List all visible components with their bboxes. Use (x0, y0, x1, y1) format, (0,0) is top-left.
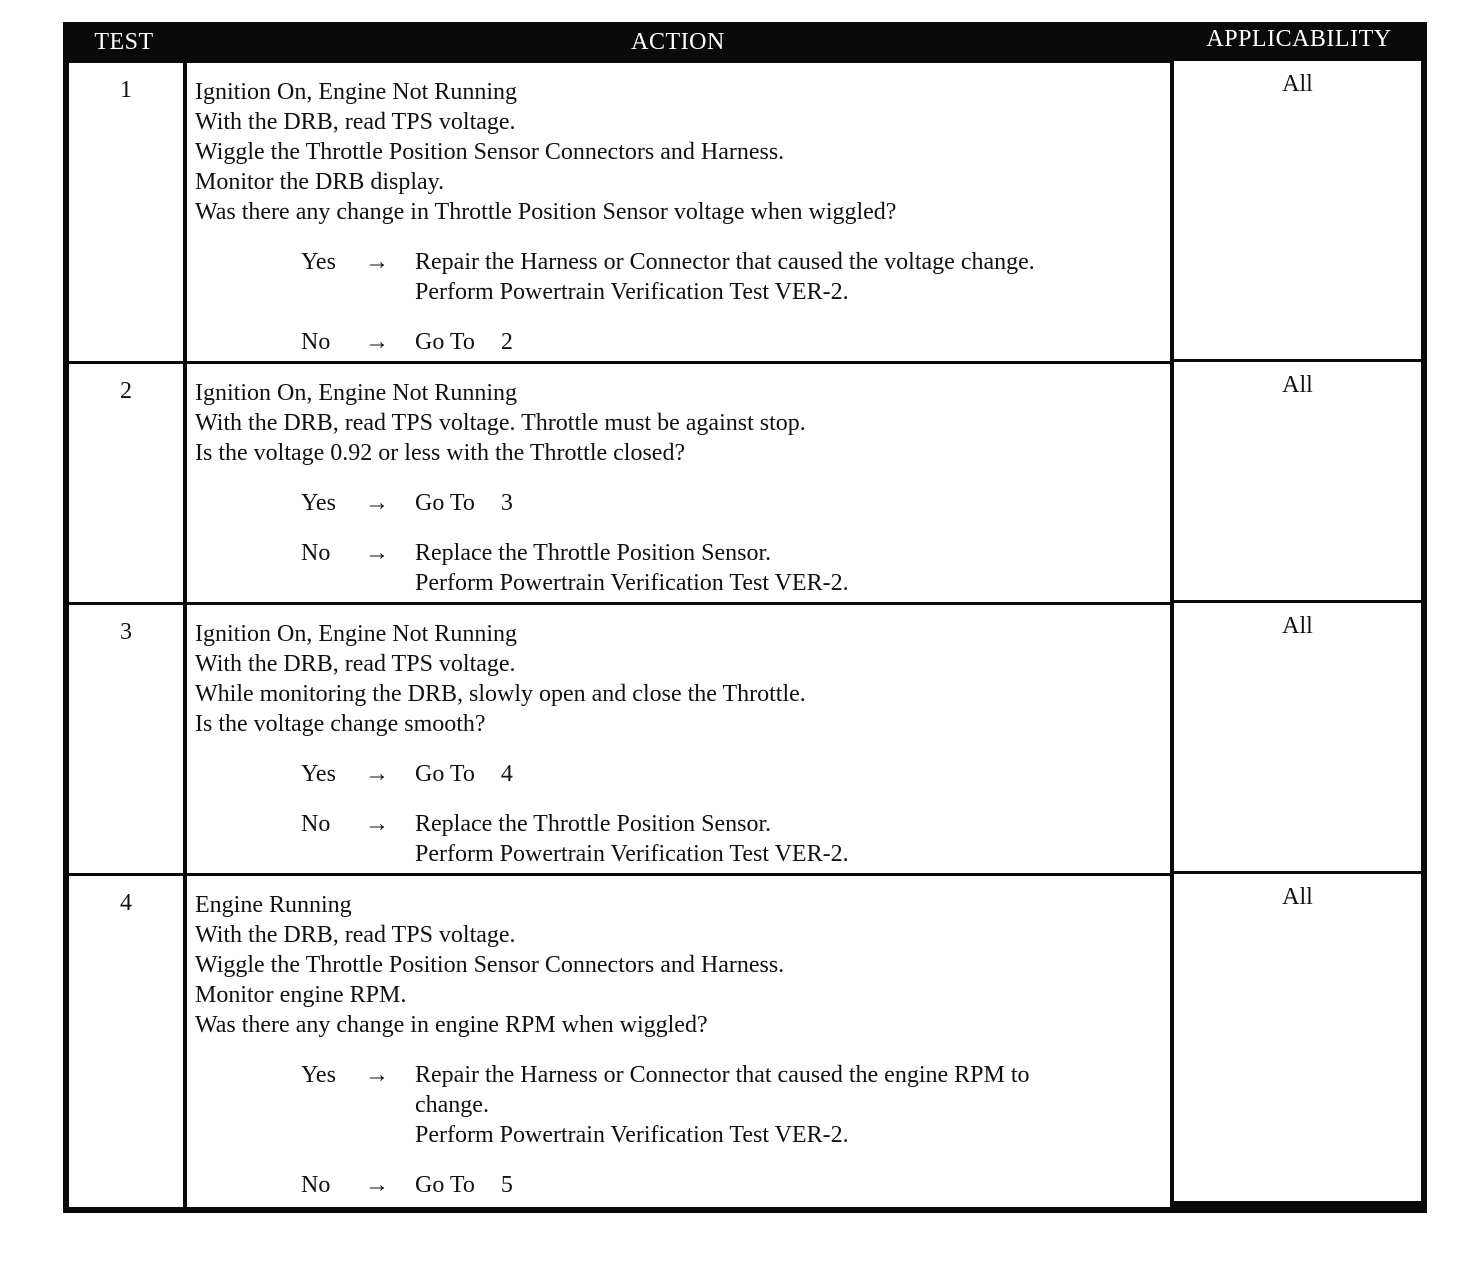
action-line: While monitoring the DRB, slowly open and close the Throttle. (195, 681, 806, 707)
no-label: No (301, 329, 331, 355)
test-number-3 (69, 605, 183, 873)
test-table (63, 22, 1427, 1213)
action-line: Ignition On, Engine Not Running (195, 621, 517, 647)
applicability-value: All (1282, 884, 1313, 910)
goto-label: Go To (415, 329, 475, 355)
action-line: Wiggle the Throttle Position Sensor Connectors and Harness. (195, 139, 785, 165)
action-line: Monitor engine RPM. (195, 982, 407, 1008)
action-line: Was there any change in engine RPM when wiggled? (195, 1012, 708, 1038)
no-branch (195, 538, 1170, 598)
action-line: Engine Running (195, 892, 352, 918)
branch-text: change. (415, 1092, 489, 1118)
yes-branch (195, 488, 1170, 518)
goto-label: Go To (415, 1172, 475, 1198)
test-number-1 (69, 63, 183, 361)
header-test: TEST (94, 29, 154, 55)
branch-text: Repair the Harness or Connector that caused the voltage change. (415, 249, 1035, 275)
test-number: 3 (120, 619, 132, 645)
goto-number: 2 (500, 329, 513, 355)
test-number-2 (69, 364, 183, 602)
arrow-right-icon: → (365, 811, 389, 837)
arrow-right-icon: → (365, 1062, 389, 1088)
action-line: With the DRB, read TPS voltage. (195, 922, 516, 948)
test-number: 1 (120, 77, 132, 103)
no-branch (195, 1170, 1170, 1200)
action-line: With the DRB, read TPS voltage. (195, 651, 516, 677)
action-cell-4 (187, 876, 1170, 1207)
action-line: With the DRB, read TPS voltage. (195, 109, 516, 135)
branch-text: Replace the Throttle Position Sensor. (415, 811, 772, 837)
branch-text: Perform Powertrain Verification Test VER-2. (415, 279, 849, 305)
no-label: No (301, 1172, 331, 1198)
no-branch (195, 809, 1170, 869)
yes-branch (195, 1060, 1170, 1150)
branch-text: Perform Powertrain Verification Test VER-2. (415, 841, 849, 867)
goto-label: Go To (415, 761, 475, 787)
goto-number: 4 (500, 761, 513, 787)
yes-branch (195, 247, 1170, 307)
applicability-value: All (1282, 613, 1313, 639)
action-line: Wiggle the Throttle Position Sensor Connectors and Harness. (195, 952, 785, 978)
applicability-cell-4 (1174, 874, 1421, 1201)
goto-text (415, 759, 1170, 789)
action-line: With the DRB, read TPS voltage. Throttle must be against stop. (195, 410, 806, 436)
yes-label: Yes (301, 761, 336, 787)
header-action: ACTION (631, 29, 725, 55)
no-branch (195, 327, 1170, 357)
test-number-4 (69, 876, 183, 1207)
arrow-right-icon: → (365, 761, 389, 787)
goto-text (415, 488, 1170, 518)
applicability-value: All (1282, 372, 1313, 398)
branch-text: Replace the Throttle Position Sensor. (415, 540, 772, 566)
goto-label: Go To (415, 490, 475, 516)
no-label: No (301, 540, 331, 566)
branch-text: Repair the Harness or Connector that caused the engine RPM to (415, 1062, 1030, 1088)
action-line: Was there any change in Throttle Position Sensor voltage when wiggled? (195, 199, 897, 225)
goto-text (415, 1170, 1170, 1200)
action-line: Is the voltage 0.92 or less with the Throttle closed? (195, 440, 686, 466)
action-cell-3 (187, 605, 1170, 873)
yes-label: Yes (301, 249, 336, 275)
header-applicability: APPLICABILITY (1206, 26, 1392, 52)
goto-text (415, 327, 1170, 357)
applicability-cell-1 (1174, 61, 1421, 359)
arrow-right-icon: → (365, 249, 389, 275)
action-line: Is the voltage change smooth? (195, 711, 486, 737)
arrow-right-icon: → (365, 329, 389, 355)
arrow-right-icon: → (365, 1172, 389, 1198)
no-label: No (301, 811, 331, 837)
action-line: Monitor the DRB display. (195, 169, 445, 195)
goto-number: 3 (500, 490, 513, 516)
branch-text: Perform Powertrain Verification Test VER-2. (415, 570, 849, 596)
action-cell-2 (187, 364, 1170, 602)
action-line: Ignition On, Engine Not Running (195, 79, 517, 105)
applicability-cell-3 (1174, 603, 1421, 871)
applicability-cell-2 (1174, 362, 1421, 600)
action-cell-1 (187, 63, 1170, 361)
arrow-right-icon: → (365, 540, 389, 566)
yes-label: Yes (301, 1062, 336, 1088)
branch-text: Perform Powertrain Verification Test VER-2. (415, 1122, 849, 1148)
test-number: 4 (120, 890, 132, 916)
goto-number: 5 (500, 1172, 513, 1198)
arrow-right-icon: → (365, 490, 389, 516)
yes-branch (195, 759, 1170, 789)
action-line: Ignition On, Engine Not Running (195, 380, 517, 406)
yes-label: Yes (301, 490, 336, 516)
test-number: 2 (120, 378, 132, 404)
applicability-value: All (1282, 71, 1313, 97)
